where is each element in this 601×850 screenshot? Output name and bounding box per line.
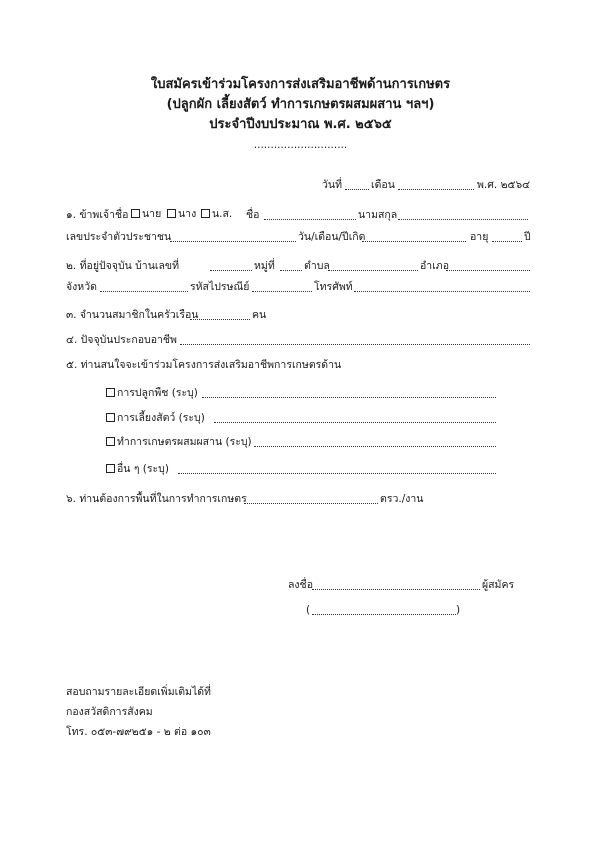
- q2-phone-field[interactable]: [354, 291, 530, 292]
- q2-province-label: จังหวัด: [66, 281, 97, 293]
- date-month-field[interactable]: [398, 189, 474, 190]
- q5-option-mixed[interactable]: [106, 437, 252, 448]
- checkbox-miss[interactable]: [201, 209, 210, 218]
- q1-label: ๑. ข้าพเจ้าชื่อ: [66, 209, 129, 221]
- form-title-line2: (ปลูกผัก เลี้ยงสัตว์ ทำการเกษตรผสมผสาน ฯลฯ): [166, 97, 435, 112]
- q1-id-label: เลขประจำตัวประชาชน: [66, 231, 172, 243]
- q1-surname-field[interactable]: [398, 219, 528, 220]
- signature-label: ลงชื่อ: [288, 579, 313, 591]
- q1-surname-label: นามสกุล: [358, 209, 398, 221]
- q1-dob-label: วัน/เดือน/ปีเกิด: [298, 231, 366, 243]
- title-miss-label: น.ส.: [212, 208, 233, 220]
- q2-moo-label: หมู่ที่: [254, 260, 275, 272]
- q3-members-field[interactable]: [190, 319, 250, 320]
- q6-unit: ตรว./งาน: [380, 493, 424, 505]
- q5-mixed-field[interactable]: [254, 446, 496, 447]
- signature-printed-name-field[interactable]: [312, 614, 456, 615]
- q2-tambon-label: ตำบล: [304, 260, 330, 272]
- checkbox-livestock[interactable]: [106, 413, 115, 422]
- checkbox-mixed[interactable]: [106, 437, 115, 446]
- q2-zip-field[interactable]: [252, 291, 312, 292]
- q1-id-field[interactable]: [170, 241, 296, 242]
- date-month-label: เดือน: [371, 179, 395, 191]
- q1-year-label: ปี: [524, 231, 531, 243]
- date-year-label: พ.ศ. ๒๕๖๔: [477, 179, 531, 191]
- q3-unit: คน: [252, 309, 267, 321]
- q2-zip-label: รหัสไปรษณีย์: [190, 281, 250, 293]
- q2-amphoe-label: อำเภอ: [420, 260, 450, 272]
- title-mr-label: นาย: [142, 208, 162, 220]
- q5-crop-field[interactable]: [202, 397, 496, 398]
- q2-tambon-field[interactable]: [328, 270, 418, 271]
- q5-livestock-field[interactable]: [214, 422, 496, 423]
- footer-contact-line1: สอบถามรายละเอียดเพิ่มเติมได้ที่: [66, 686, 211, 698]
- q1-name-label: ชื่อ: [246, 209, 260, 221]
- q4-occupation-field[interactable]: [180, 344, 530, 345]
- title-option-mr[interactable]: [131, 209, 161, 220]
- q5-option-livestock-label: การเลี้ยงสัตว์ (ระบุ): [117, 412, 205, 424]
- checkbox-mrs[interactable]: [167, 209, 176, 218]
- q5-option-crop[interactable]: [106, 388, 198, 399]
- q5-option-other[interactable]: [106, 464, 169, 475]
- q2-moo-field[interactable]: [280, 270, 302, 271]
- q5-option-mixed-label: ทำการเกษตรผสมผสาน (ระบุ): [117, 436, 252, 448]
- signature-paren-open: (: [306, 604, 311, 616]
- form-title-line1: ใบสมัครเข้าร่วมโครงการส่งเสริมอาชีพด้านการเกษตร: [150, 77, 451, 92]
- q5-option-livestock[interactable]: [106, 413, 205, 424]
- q5-label: ๕. ท่านสนใจจะเข้าร่วมโครงการส่งเสริมอาชีพการเกษตรด้าน: [66, 359, 342, 371]
- checkbox-crop[interactable]: [106, 388, 115, 397]
- q2-house-no-field[interactable]: [210, 270, 252, 271]
- q6-label: ๖. ท่านต้องการพื้นที่ในการทำการเกษตร: [66, 493, 247, 505]
- form-title-line3: ประจำปีงบประมาณ พ.ศ. ๒๕๖๕: [209, 117, 392, 132]
- title-option-mrs[interactable]: [167, 209, 196, 220]
- q3-label: ๓. จำนวนสมาชิกในครัวเรือน: [66, 309, 199, 321]
- footer-contact-phone: โทร. ๐๕๓-๗๙๒๕๑ - ๒ ต่อ ๑๐๓: [66, 726, 211, 738]
- q2-province-field[interactable]: [100, 291, 188, 292]
- q6-area-field[interactable]: [244, 503, 378, 504]
- q1-name-field[interactable]: [264, 219, 356, 220]
- signature-field[interactable]: [312, 589, 480, 590]
- q1-age-field[interactable]: [492, 241, 522, 242]
- q5-other-field[interactable]: [178, 473, 496, 474]
- title-dots: ............................: [253, 139, 348, 151]
- q2-amphoe-field[interactable]: [446, 270, 530, 271]
- q2-phone-label: โทรศัพท์: [314, 281, 353, 293]
- footer-contact-line2: กองสวัสดิการสังคม: [66, 706, 153, 718]
- date-day-field[interactable]: [345, 189, 369, 190]
- checkbox-other[interactable]: [106, 464, 115, 473]
- title-mrs-label: นาง: [178, 208, 197, 220]
- q5-option-other-label: อื่น ๆ (ระบุ): [117, 463, 169, 475]
- q1-age-label: อายุ: [470, 231, 489, 243]
- signature-paren-close: ): [456, 604, 461, 616]
- date-day-label: วันที่: [322, 179, 342, 191]
- q1-dob-field[interactable]: [362, 241, 466, 242]
- q4-label: ๔. ปัจจุบันประกอบอาชีพ: [66, 334, 177, 346]
- checkbox-mr[interactable]: [131, 209, 140, 218]
- signature-role: ผู้สมัคร: [482, 579, 515, 591]
- q5-option-crop-label: การปลูกพืช (ระบุ): [117, 387, 198, 399]
- q2-label: ๒. ที่อยู่ปัจจุบัน บ้านเลขที่: [66, 260, 179, 272]
- title-option-miss[interactable]: [201, 209, 232, 220]
